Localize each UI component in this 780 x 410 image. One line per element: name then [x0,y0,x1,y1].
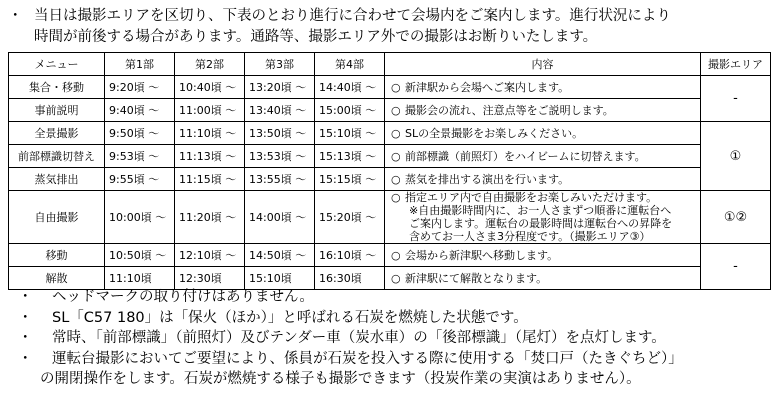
row-time-4: 15:15頃 ～ [315,168,385,191]
row-content-text: 指定エリア内で自由撮影をお楽しみいただけます。 [405,191,658,204]
circle-icon: ○ [391,150,401,163]
header-part2: 第2部 [175,53,245,76]
table-row [9,168,771,191]
row-menu: 移動 [9,244,105,267]
row-time-3: 13:55頃 ～ [245,168,315,191]
area-one: ① [701,122,771,191]
circle-icon: ○ [391,272,401,285]
row-time-4: 15:13頃 ～ [315,145,385,168]
row-content [385,191,701,244]
header-area: 撮影エリア [701,53,771,76]
row-time-3: 14:50頃 ～ [245,244,315,267]
header-part4: 第4部 [315,53,385,76]
row-content [385,145,701,168]
row-menu: 蒸気排出 [9,168,105,191]
row-time-1: 9:40頃 ～ [105,99,175,122]
row-time-1: 9:50頃 ～ [105,122,175,145]
free-shoot-main [391,191,697,204]
row-time-1: 10:00頃 ～ [105,191,175,244]
row-content-text: 撮影会の流れ、注意点等をご説明します。 [405,104,614,117]
row-menu: 解散 [9,267,105,290]
row-time-1: 11:10頃 [105,267,175,290]
row-time-3: 13:40頃 ～ [245,99,315,122]
bullet-icon: ・ [18,350,33,367]
notes-list [18,287,778,390]
list-item [18,328,778,349]
note-text: ヘッドマークの取り付けはありません。 [52,289,314,305]
intro-paragraph [8,6,768,48]
row-menu: 前部標識切替え [9,145,105,168]
area-dash-1: - [701,76,771,122]
intro-text-1: 当日は撮影エリアを区切り、下表のとおり進行に合わせて会場内をご案内します。進行状況により [34,8,671,24]
intro-line-2 [8,27,768,48]
table-row [9,145,771,168]
row-content [385,76,701,99]
list-item [18,308,778,329]
row-time-3: 13:20頃 ～ [245,76,315,99]
header-part3: 第3部 [245,53,315,76]
note-text: の開閉操作をします。石炭が燃焼する様子も撮影できます（投炭作業の実演はありません）。 [40,371,641,387]
intro-text-2: 時間が前後する場合があります。通路等、撮影エリア外での撮影はお断りいたします。 [34,29,598,45]
row-time-1: 9:53頃 ～ [105,145,175,168]
row-content-text: 会場から新津駅へ移動します。 [405,249,559,262]
header-content: 内容 [385,53,701,76]
area-one-two: ①② [701,191,771,244]
circle-icon: ○ [391,173,401,186]
table-row [9,191,771,244]
note-text: SL「C57 180」は「保火（ほか）」と呼ばれる石炭を燃焼した状態です。 [52,309,528,326]
circle-icon: ○ [391,249,401,262]
row-content-text: 蒸気を排出する演出を行います。 [405,173,570,186]
row-time-4: 15:20頃 ～ [315,191,385,244]
row-time-4: 16:10頃 ～ [315,244,385,267]
circle-icon: ○ [391,191,401,204]
circle-icon: ○ [391,127,401,140]
row-content-text: 前部標識（前照灯）をハイビームに切替えます。 [405,150,646,163]
circle-icon: ○ [391,81,401,94]
row-time-2: 10:40頃 ～ [175,76,245,99]
note-text: 常時、「前部標識」（前照灯）及びテンダー車（炭水車）の「後部標識」（尾灯）を点灯します。 [52,330,666,346]
bullet-icon: ・ [18,289,33,305]
intro-line-1 [8,6,768,27]
row-time-1: 9:20頃 ～ [105,76,175,99]
table-header-row [9,53,771,76]
table-row [9,76,771,99]
row-menu: 事前説明 [9,99,105,122]
header-part1: 第1部 [105,53,175,76]
header-menu: メニュー [9,53,105,76]
row-content [385,168,701,191]
row-content-text: SLの全景撮影をお楽しみください。 [405,127,584,140]
table-row [9,122,771,145]
table-row [9,244,771,267]
row-time-4: 15:10頃 ～ [315,122,385,145]
row-time-2: 11:10頃 ～ [175,122,245,145]
row-content [385,122,701,145]
row-time-3: 13:50頃 ～ [245,122,315,145]
row-time-2: 11:13頃 ～ [175,145,245,168]
row-time-3: 14:00頃 ～ [245,191,315,244]
row-time-2: 11:20頃 ～ [175,191,245,244]
row-time-4: 16:30頃 [315,267,385,290]
list-item [18,349,778,370]
free-shoot-note-2: ご案内します。運転台の最影時間は運転台への昇降を [409,217,673,230]
row-menu: 集合・移動 [9,76,105,99]
row-time-2: 12:10頃 ～ [175,244,245,267]
row-content-text: 新津駅にて解散となります。 [405,272,548,285]
row-content [385,244,701,267]
row-time-4: 14:40頃 ～ [315,76,385,99]
row-time-2: 11:15頃 ～ [175,168,245,191]
row-time-1: 10:50頃 ～ [105,244,175,267]
table-row [9,99,771,122]
list-item [18,287,778,308]
bullet-icon: ・ [18,309,33,326]
circle-icon: ○ [391,104,401,117]
row-menu: 全景撮影 [9,122,105,145]
area-dash-2: - [701,244,771,290]
note-text: 運転台撮影においてご要望により、係員が石炭を投入する際に使用する「焚口戸（たきぐちど）」 [52,350,683,367]
list-item-continuation [18,369,778,390]
row-time-4: 15:00頃 ～ [315,99,385,122]
bullet-icon: ・ [8,8,23,24]
bullet-icon: ・ [18,330,33,346]
free-shoot-note-3: 含めてお一人さま3分程度です。（撮影エリア③） [409,230,651,243]
row-content-text: 新津駅から会場へご案内します。 [405,81,570,94]
schedule-table [8,52,771,290]
row-menu: 自由撮影 [9,191,105,244]
row-time-3: 13:53頃 ～ [245,145,315,168]
row-time-2: 11:00頃 ～ [175,99,245,122]
free-shoot-note-1: ※自由撮影時間内に、お一人さまずつ順番に運転台へ [409,204,672,217]
row-time-2: 12:30頃 [175,267,245,290]
row-content [385,99,701,122]
row-time-1: 9:55頃 ～ [105,168,175,191]
row-time-3: 15:10頃 [245,267,315,290]
